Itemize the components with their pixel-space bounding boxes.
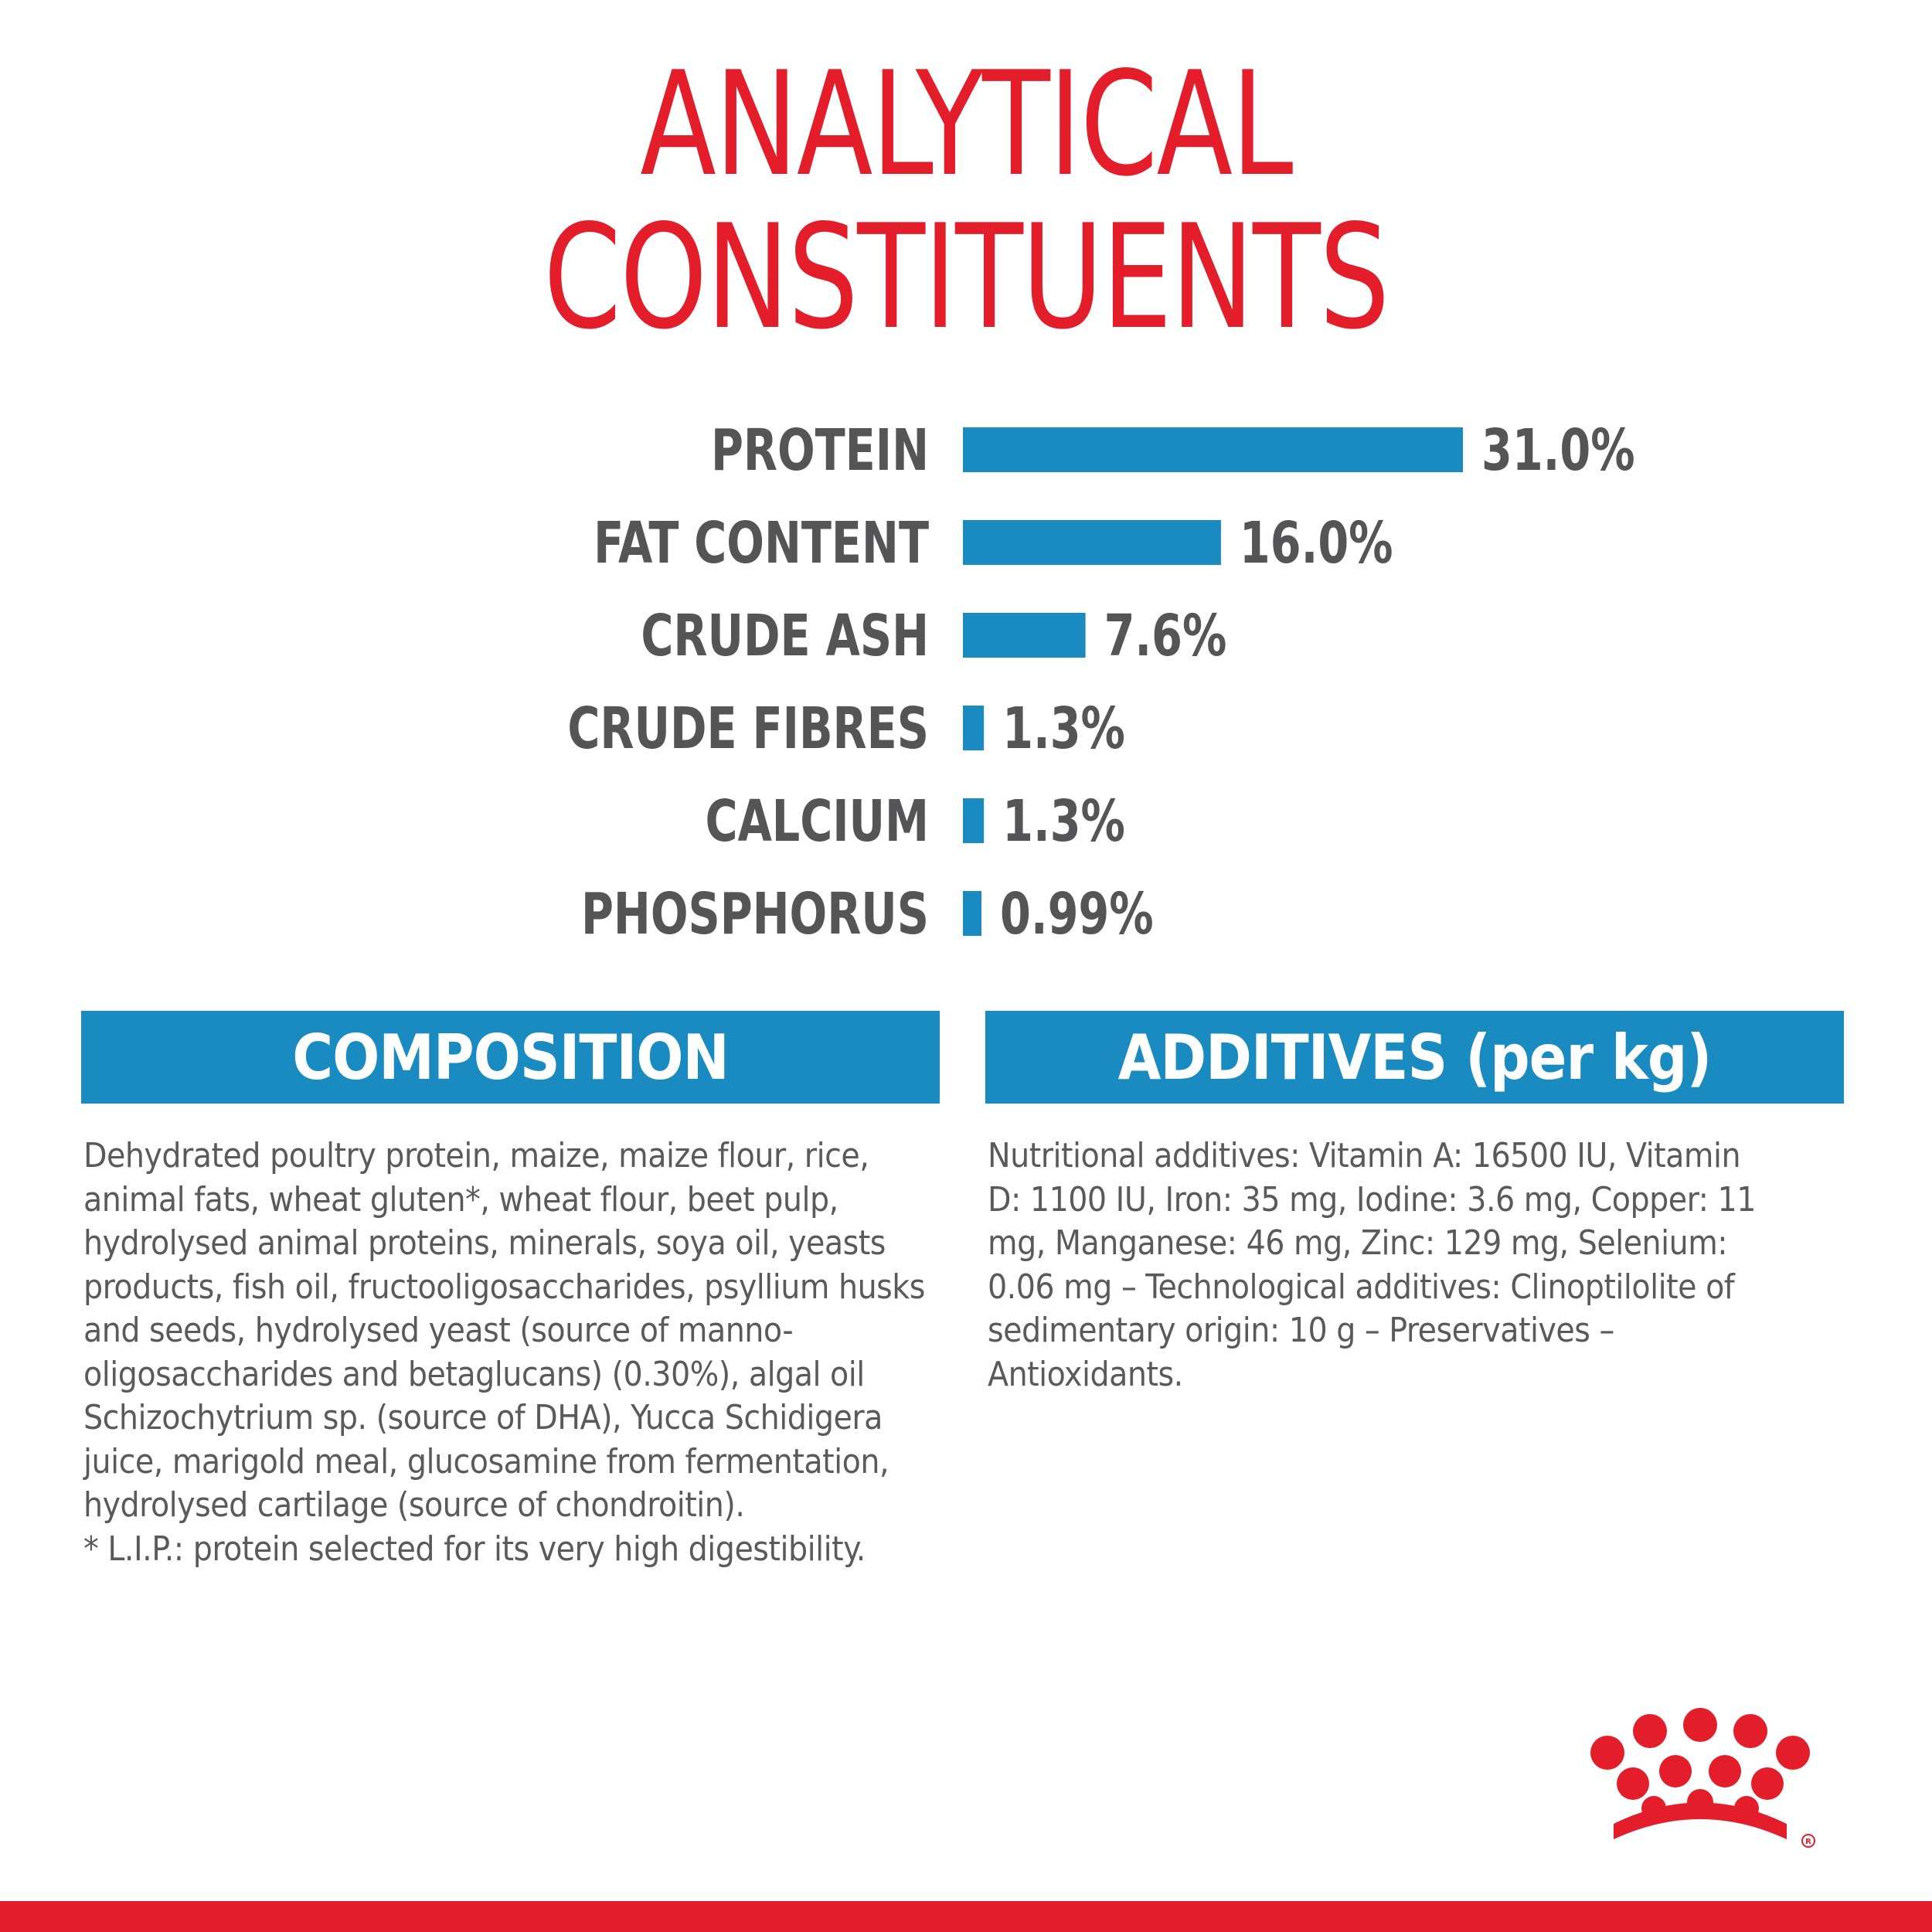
constituents-bar-chart xyxy=(0,402,1932,958)
bar-value-label: 31.0% xyxy=(1481,417,1635,485)
additives-text xyxy=(988,1134,1776,1396)
bar-value-label: 1.3% xyxy=(1002,788,1125,855)
bottom-stripe xyxy=(0,1901,1932,1932)
composition-header xyxy=(81,1011,940,1104)
bar-value-label: 7.6% xyxy=(1104,603,1227,670)
bar-label: CRUDE ASH xyxy=(641,603,929,670)
crown-icon xyxy=(1584,1708,1847,1862)
bar xyxy=(963,427,1463,472)
bar-label: PROTEIN xyxy=(710,417,929,485)
bar-value-label: 1.3% xyxy=(1002,696,1125,763)
bar-label: PHOSPHORUS xyxy=(580,881,929,948)
bar xyxy=(963,891,981,936)
composition-header-label: COMPOSITION xyxy=(292,1021,729,1094)
bar-value-label: 16.0% xyxy=(1239,510,1393,577)
bar-label: CALCIUM xyxy=(705,788,929,855)
bar xyxy=(963,706,984,750)
bar xyxy=(963,613,1086,658)
composition-footnote: * L.I.P.: protein selected for its very high digestibility. xyxy=(83,1529,866,1569)
bar-value-label: 0.99% xyxy=(1000,881,1154,948)
title-line-1: ANALYTICAL xyxy=(640,40,1292,208)
composition-text xyxy=(83,1134,941,1571)
additives-list: Nutritional additives: Vitamin A: 16500 IU, Vitamin D: 1100 IU, Iron: 35 mg, Iodine: 3.6 mg, Copper: 11 mg, Manganese: 46 mg, Zinc: 129 mg, Selenium: 0.06 mg – Technological additives: Clinoptilolite of sedimentary origin: 10 g – Preservatives – Antioxidants. xyxy=(988,1136,1756,1394)
page-title xyxy=(135,40,1797,361)
svg-text:R: R xyxy=(1805,1838,1811,1846)
bar-label: FAT CONTENT xyxy=(594,510,929,577)
bar-label: CRUDE FIBRES xyxy=(567,696,929,763)
composition-ingredients: Dehydrated poultry protein, maize, maize flour, rice, animal fats, wheat gluten*, wheat flour, beet pulp, hydrolysed animal proteins, minerals, soya oil, yeasts products, fish oil, fructooligosaccharides, psyllium husks and seeds, hydrolysed yeast (source of manno-oligosaccharides and betaglucans) (0.30%), algal oil Schizochytrium sp. (source of DHA), Yucca Schidigera juice, marigold meal, glucosamine from fermentation, hydrolysed cartilage (source of chondroitin). xyxy=(83,1136,925,1525)
title-line-2: CONSTITUENTS xyxy=(543,193,1389,361)
bar xyxy=(963,798,984,843)
additives-header xyxy=(985,1011,1844,1104)
bar xyxy=(963,520,1221,565)
additives-header-label: ADDITIVES (per kg) xyxy=(1117,1021,1712,1094)
